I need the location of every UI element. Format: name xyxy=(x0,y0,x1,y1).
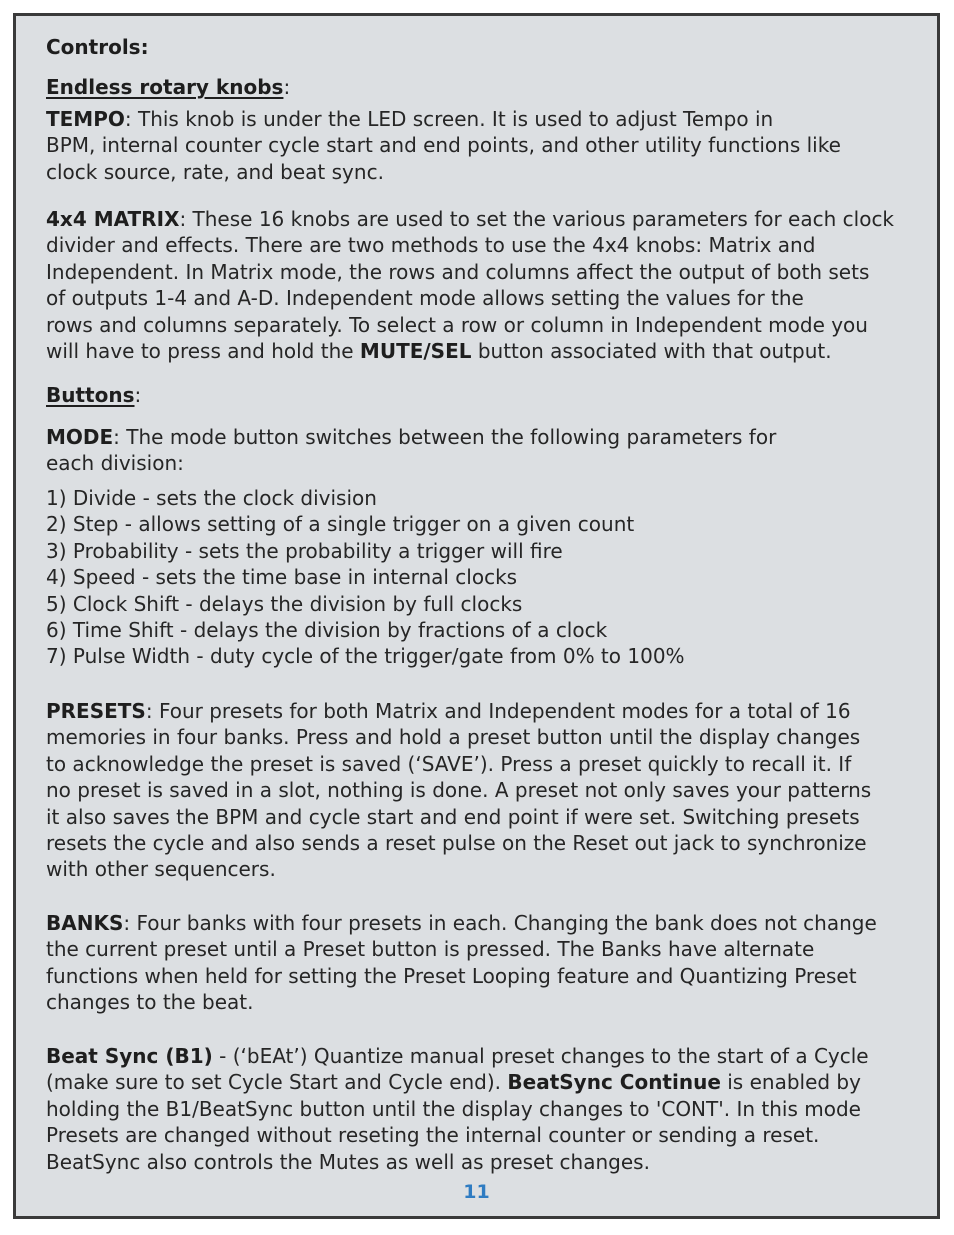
knobs-heading: Endless rotary knobs: xyxy=(46,75,291,99)
beatsync-label: Beat Sync (B1) xyxy=(46,1044,213,1068)
tempo-label: TEMPO xyxy=(46,107,125,131)
tempo-paragraph: TEMPO: This knob is under the LED screen. It is used to adjust Tempo in BPM, internal counter cycle start and end points, and other utility functions like clock source, rate, and beat sync. xyxy=(46,107,841,184)
presets-paragraph: PRESETS: Four presets for both Matrix and Independent modes for a total of 16 memories in four banks. Press and hold a preset button until the display changes to acknowledge the preset is saved (‘SAVE’). Press a preset quickly to recall it. If no preset is saved in a slot, nothing is done. A preset not only saves your patterns it also saves the BPM and cycle start and end point if were set. Switching presets resets the cycle and also sends a reset pulse on the Reset out jack to synchronize with other sequencers. xyxy=(46,699,872,882)
beatsync-paragraph: Beat Sync (B1) - (‘bEAt’) Quantize manual preset changes to the start of a Cycle (make sure to set Cycle Start and Cycle end). BeatSync Continue is enabled by holding the B1/BeatSync button until the display changes to 'CONT'. In this mode Presets are changed without reseting the internal counter or sending a reset. BeatSync also controls the Mutes as well as preset changes. xyxy=(46,1044,869,1174)
mode-paragraph: MODE: The mode button switches between the following parameters for each division: xyxy=(46,425,777,476)
banks-label: BANKS xyxy=(46,911,124,935)
buttons-heading: Buttons: xyxy=(46,383,142,407)
list-item: 7) Pulse Width - duty cycle of the trigger/gate from 0% to 100% xyxy=(46,644,685,669)
presets-label: PRESETS xyxy=(46,699,146,723)
mode-label: MODE xyxy=(46,425,114,449)
list-item: 4) Speed - sets the time base in internal clocks xyxy=(46,565,518,590)
page-frame xyxy=(13,13,940,1219)
list-item: 1) Divide - sets the clock division xyxy=(46,486,377,510)
page-number: 11 xyxy=(463,1181,490,1203)
list-item: 5) Clock Shift - delays the division by full clocks xyxy=(46,591,523,616)
matrix-label: 4x4 MATRIX xyxy=(46,207,180,231)
mode-list xyxy=(46,485,685,670)
list-item: 2) Step - allows setting of a single trigger on a given count xyxy=(46,512,635,537)
controls-heading: Controls: xyxy=(46,35,149,59)
banks-paragraph: BANKS: Four banks with four presets in each. Changing the bank does not change the current preset until a Preset button is pressed. The Banks have alternate functions when held for setting the Preset Looping feature and Quantizing Preset changes to the beat. xyxy=(46,911,877,1015)
list-item: 6) Time Shift - delays the division by fractions of a clock xyxy=(46,618,608,643)
matrix-paragraph: 4x4 MATRIX: These 16 knobs are used to set the various parameters for each clock divider and effects. There are two methods to use the 4x4 knobs: Matrix and Independent. In Matrix mode, the rows and columns affect the output of both sets of outputs 1-4 and A-D. Independent mode allows setting the values for the rows and columns separately. To select a row or column in Independent mode you will have to press and hold the MUTE/SEL button associated with that output. xyxy=(46,207,895,364)
list-item: 3) Probability - sets the probability a trigger will fire xyxy=(46,538,563,563)
